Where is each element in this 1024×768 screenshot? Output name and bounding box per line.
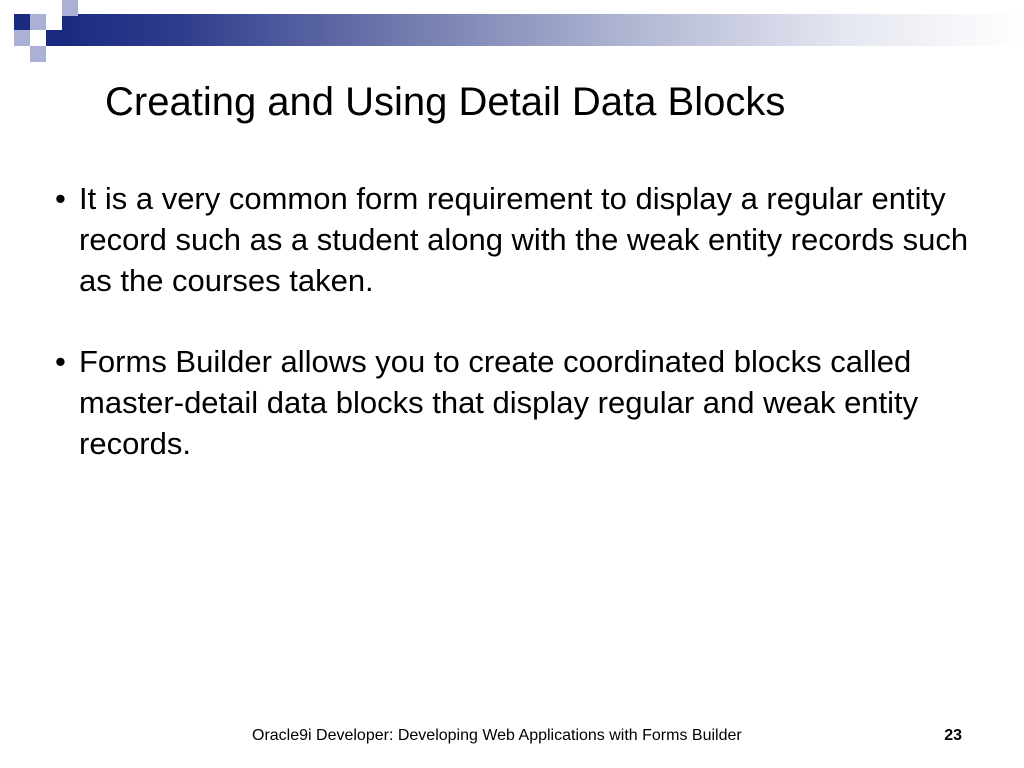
slide-title: Creating and Using Detail Data Blocks <box>105 80 786 124</box>
header-square-light <box>14 30 30 46</box>
header-square-white <box>46 14 62 30</box>
bullet-item <box>50 341 970 464</box>
bullet-text: Forms Builder allows you to create coordinated blocks called master-detail data blocks that display regular and weak entity records. <box>79 344 919 461</box>
header-square-dark <box>46 30 62 46</box>
bullet-text: It is a very common form requirement to display a regular entity record such as a student along with the weak entity records such as the courses taken. <box>79 181 969 298</box>
header-square-light <box>30 46 46 62</box>
header-square-light <box>62 0 78 16</box>
footer-text: Oracle9i Developer: Developing Web Applications with Forms Builder <box>252 727 742 744</box>
bullet-icon: • <box>55 344 66 379</box>
header-decoration <box>0 0 1024 64</box>
bullet-icon: • <box>55 181 66 216</box>
header-square-dark <box>14 14 30 30</box>
header-square-light <box>30 14 46 30</box>
page-number: 23 <box>944 727 962 744</box>
header-gradient-bar <box>62 14 1024 46</box>
bullet-list <box>50 178 970 504</box>
bullet-item <box>50 178 970 301</box>
